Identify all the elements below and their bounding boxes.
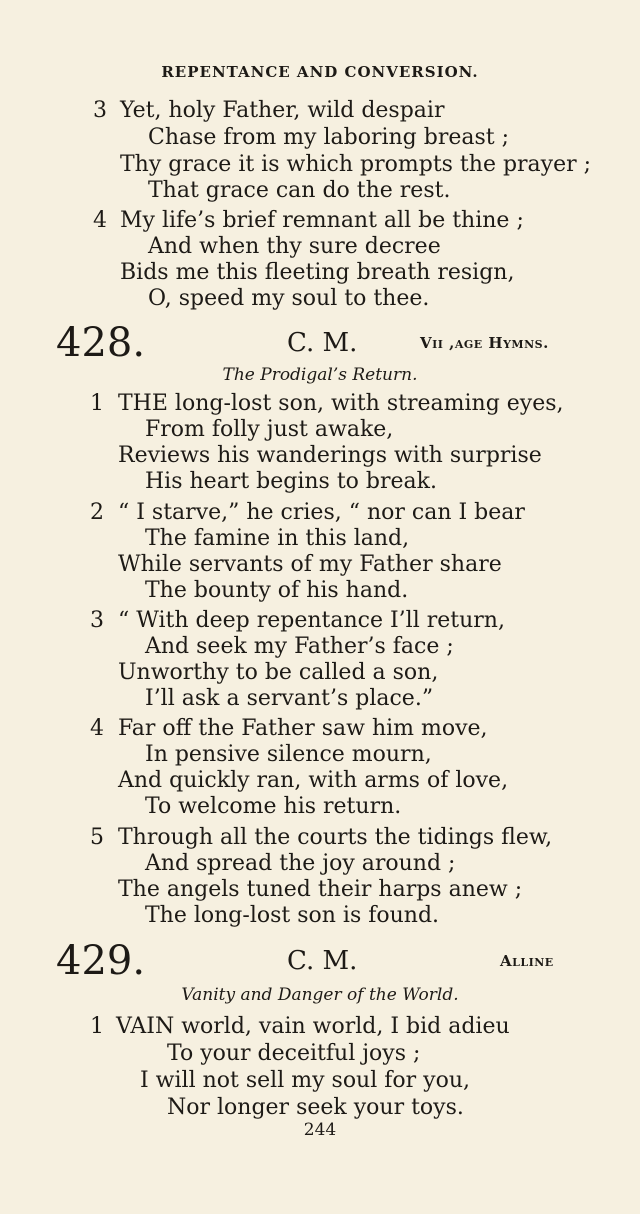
- verse-line: Through all the courts the tidings flew,: [118, 825, 553, 850]
- verse-line: O, speed my soul to thee.: [148, 286, 430, 311]
- verse-line: Chase from my laboring breast ;: [148, 125, 510, 150]
- verse-line: His heart begins to break.: [145, 469, 437, 494]
- verse-line: And quickly ran, with arms of love,: [118, 768, 509, 793]
- verse-line: To welcome his return.: [145, 794, 402, 819]
- hymn-author: Alline: [500, 952, 554, 970]
- verse-line: And when thy sure decree: [148, 234, 441, 259]
- verse-line: While servants of my Father share: [118, 552, 502, 577]
- verse-line: “ With deep repentance I’ll return,: [118, 608, 505, 633]
- verse-line: And spread the joy around ;: [145, 851, 456, 876]
- verse-line: Bids me this fleeting breath resign,: [120, 260, 515, 285]
- verse-line: That grace can do the rest.: [148, 178, 451, 203]
- page-number: 244: [303, 1120, 337, 1140]
- verse-line: I’ll ask a servant’s place.”: [145, 686, 434, 711]
- verse-line: Yet, holy Father, wild despair: [120, 98, 445, 123]
- hymn-number: 428.: [56, 320, 146, 366]
- hymn-429-heading: [0, 938, 640, 988]
- verse-line: From folly just awake,: [145, 417, 394, 442]
- verse-line: The famine in this land,: [145, 526, 410, 551]
- hymn-number: 429.: [56, 938, 146, 984]
- verse-line: My life’s brief remnant all be thine ;: [120, 208, 524, 233]
- hymn-subtitle: Vanity and Danger of the World.: [181, 985, 459, 1005]
- verse-line: The bounty of his hand.: [145, 578, 409, 603]
- verse-line: The long-lost son is found.: [145, 903, 440, 928]
- verse-line: In pensive silence mourn,: [145, 742, 432, 767]
- stanza-number: 2: [90, 500, 104, 525]
- stanza-number: 1: [90, 1014, 104, 1039]
- verse-line: To your deceitful joys ;: [167, 1041, 421, 1066]
- verse-line: Unworthy to be called a son,: [118, 660, 439, 685]
- stanza-number: 3: [90, 608, 104, 633]
- running-header: REPENTANCE AND CONVERSION.: [161, 63, 479, 81]
- verse-line: THE long-lost son, with streaming eyes,: [118, 391, 564, 416]
- stanza-number: 3: [93, 98, 107, 123]
- stanza-number: 4: [90, 716, 104, 741]
- verse-line: “ I starve,” he cries, “ nor can I bear: [118, 500, 525, 525]
- verse-line: Far off the Father saw him move,: [118, 716, 488, 741]
- hymn-meter: C. M.: [287, 328, 358, 358]
- hymn-meter: C. M.: [287, 946, 358, 976]
- stanza-number: 5: [90, 825, 104, 850]
- verse-line: Thy grace it is which prompts the prayer ;: [120, 152, 592, 177]
- stanza-number: 1: [90, 391, 104, 416]
- hymn-428-heading: [0, 320, 640, 370]
- verse-line: Reviews his wanderings with surprise: [118, 443, 542, 468]
- stanza-number: 4: [93, 208, 107, 233]
- verse-line: I will not sell my soul for you,: [140, 1068, 470, 1093]
- hymn-subtitle: The Prodigal’s Return.: [222, 365, 418, 385]
- verse-line: And seek my Father’s face ;: [145, 634, 454, 659]
- hymn-author: Vii ,age Hymns.: [420, 334, 549, 352]
- verse-line: The angels tuned their harps anew ;: [118, 877, 523, 902]
- verse-line: VAIN world, vain world, I bid adieu: [116, 1014, 510, 1039]
- verse-line: Nor longer seek your toys.: [167, 1095, 464, 1120]
